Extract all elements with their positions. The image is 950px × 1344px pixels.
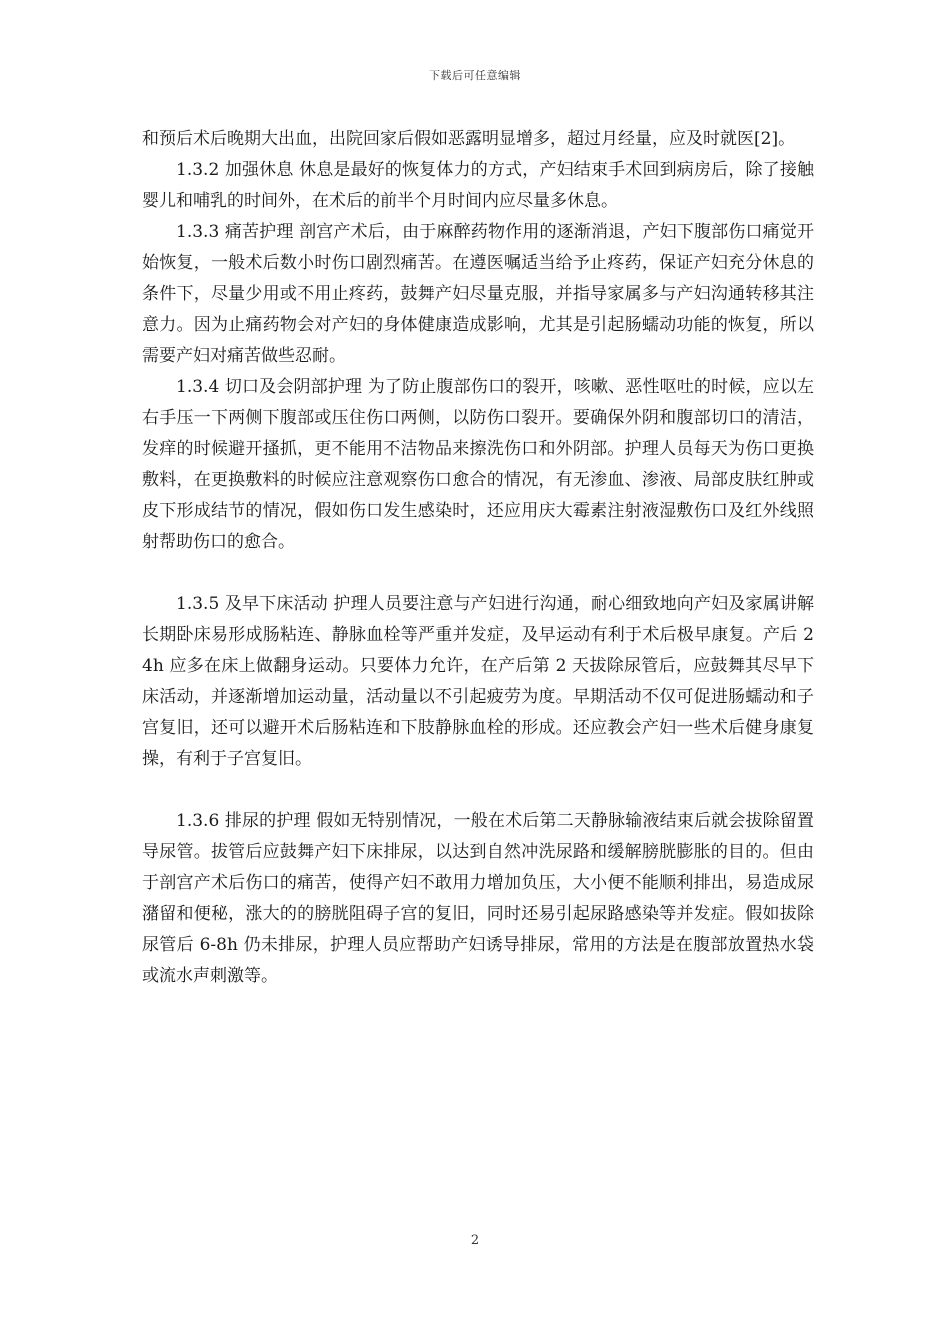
page-header: 下载后可任意编辑 [429,69,521,82]
document-body [142,124,814,992]
paragraph-1-3-5: 1.3.5 及早下床活动 护理人员要注意与产妇进行沟通，耐心细致地向产妇及家属讲解长期卧床易形成肠粘连、静脉血栓等严重并发症，及早运动有利于术后极早康复。产后 24h 应多在床上做翻身运动。只要体力允许，在产后第 2 天拔除尿管后，应鼓舞其尽早下床活动，并逐渐增加运动量，活动量以不引起疲劳为度。早期活动不仅可促进肠蠕动和子宫复旧，还可以避开术后肠粘连和下肢静脉血栓的形成。还应教会产妇一些术后健身康复操，有利于子宫复旧。 [142,594,814,769]
paragraph-1-3-3: 1.3.3 痛苦护理 剖宫产术后，由于麻醉药物作用的逐渐消退，产妇下腹部伤口痛觉开始恢复，一般术后数小时伤口剧烈痛苦。在遵医嘱适当给予止疼药，保证产妇充分休息的条件下，尽量少用或不用止疼药，鼓舞产妇尽量克服，并指导家属多与产妇沟通转移其注意力。因为止痛药物会对产妇的身体健康造成影响，尤其是引起肠蠕动功能的恢复，所以需要产妇对痛苦做些忍耐。 [142,222,814,366]
paragraph-spacer [142,558,814,589]
paragraph-1-3-6: 1.3.6 排尿的护理 假如无特别情况，一般在术后第二天静脉输液结束后就会拔除留置导尿管。拔管后应鼓舞产妇下床排尿，以达到自然冲洗尿路和缓解膀胱膨胀的目的。但由于剖宫产术后伤口的痛苦，使得产妇不敢用力增加负压，大小便不能顺利排出，易造成尿潴留和便秘，涨大的的膀胱阻碍子宫的复旧，同时还易引起尿路感染等并发症。假如拔除尿管后 6-8h 仍未排尿，护理人员应帮助产妇诱导排尿，常用的方法是在腹部放置热水袋或流水声刺激等。 [142,811,814,986]
page-number: 2 [470,1233,480,1248]
paragraph-spacer [142,775,814,806]
paragraph-1-3-4: 1.3.4 切口及会阴部护理 为了防止腹部伤口的裂开，咳嗽、恶性呕吐的时候，应以左右手压一下两侧下腹部或压住伤口两侧，以防伤口裂开。要确保外阴和腹部切口的清洁，发痒的时候避开搔抓，更不能用不洁物品来擦洗伤口和外阴部。护理人员每天为伤口更换敷料，在更换敷料的时候应注意观察伤口愈合的情况，有无渗血、渗液、局部皮肤红肿或皮下形成结节的情况，假如伤口发生感染时，还应用庆大霉素注射液湿敷伤口及红外线照射帮助伤口的愈合。 [142,377,814,552]
paragraph-continued: 和预后术后晚期大出血，出院回家后假如恶露明显增多，超过月经量，应及时就医[2]。 [142,129,796,149]
paragraph-1-3-2: 1.3.2 加强休息 休息是最好的恢复体力的方式，产妇结束手术回到病房后，除了接触婴儿和哺乳的时间外，在术后的前半个月时间内应尽量多休息。 [142,160,814,211]
